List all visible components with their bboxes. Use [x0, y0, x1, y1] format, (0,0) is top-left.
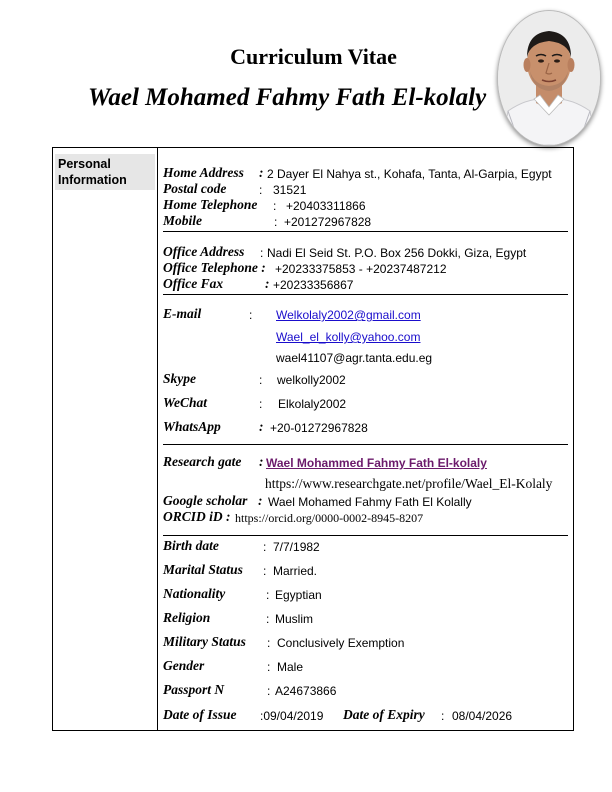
wechat-label: WeChat [163, 395, 208, 410]
skype-label: Skype [163, 371, 196, 386]
colon: : [258, 493, 263, 508]
colon: : [266, 588, 270, 602]
birth-date-label: Birth date [163, 538, 219, 553]
colon: : [267, 636, 271, 650]
religion-value: Muslim [275, 612, 313, 626]
home-address-value: 2 Dayer El Nahya st., Kohafa, Tanta, Al-Garpia, Egypt [267, 167, 552, 181]
colon: : [259, 454, 264, 469]
section-heading-personal: Personal Information [55, 154, 155, 190]
colon: : [259, 165, 264, 180]
column-divider [157, 148, 158, 730]
office-address-value: Nadi El Seid St. P.O. Box 256 Dokki, Giza, Egypt [267, 246, 527, 260]
email-label: E-mail [163, 306, 202, 321]
colon: : [260, 246, 264, 260]
date-of-expiry-label: Date of Expiry [343, 707, 425, 722]
research-gate-url: https://www.researchgate.net/profile/Wael_El-Kolaly [265, 476, 553, 491]
skype-value: welkolly2002 [277, 373, 346, 387]
colon: : [265, 276, 270, 291]
colon: : [441, 709, 445, 723]
separator [163, 294, 568, 295]
google-scholar-value: Wael Mohamed Fahmy Fath El Kolally [268, 495, 472, 509]
person-name: Wael Mohamed Fahmy Fath El-kolaly [88, 84, 487, 111]
religion-label: Religion [163, 610, 211, 625]
marital-status-label: Marital Status [163, 562, 243, 577]
passport-label: Passport N [163, 682, 225, 697]
nationality-label: Nationality [163, 586, 226, 601]
office-fax-value: +20233356867 [273, 278, 354, 292]
date-of-issue-label: Date of Issue [163, 707, 237, 722]
colon: : [259, 373, 263, 387]
gender-value: Male [277, 660, 304, 674]
profile-photo [497, 10, 601, 146]
military-status-label: Military Status [163, 634, 246, 649]
date-of-expiry-value: 08/04/2026 [452, 709, 513, 723]
mobile-value: +201272967828 [284, 215, 372, 229]
postal-code-value: 31521 [273, 183, 307, 197]
colon: : [263, 540, 267, 554]
office-telephone-value: +20233375853 - +20237487212 [275, 262, 447, 276]
marital-status-value: Married. [273, 564, 318, 578]
home-telephone-label: Home Telephone [163, 197, 258, 212]
office-telephone-label: Office Telephone : [163, 260, 266, 275]
separator [163, 231, 568, 232]
orcid-value: https://orcid.org/0000-0002-8945-8207 [235, 511, 424, 525]
colon: : [267, 684, 271, 698]
colon: : [266, 612, 270, 626]
orcid-label: ORCID iD : [163, 509, 231, 524]
personal-info-table [52, 147, 574, 731]
home-telephone-value: +20403311866 [286, 199, 366, 213]
email-link-gmail[interactable]: Welkolaly2002@gmail.com [276, 308, 421, 322]
birth-date-value: 7/7/1982 [273, 540, 320, 554]
whatsapp-value: +20-01272967828 [270, 421, 368, 435]
portrait-image [498, 11, 600, 145]
office-address-label: Office Address [163, 244, 245, 259]
colon: : [259, 419, 264, 434]
date-of-issue-value: :09/04/2019 [260, 709, 324, 723]
mobile-label: Mobile [163, 213, 202, 228]
nationality-value: Egyptian [275, 588, 322, 602]
email-link-yahoo[interactable]: Wael_el_kolly@yahoo.com [276, 330, 421, 344]
research-gate-label: Research gate [163, 454, 242, 469]
separator [163, 444, 568, 445]
colon: : [274, 215, 278, 229]
google-scholar-label: Google scholar [163, 493, 248, 508]
colon: : [267, 660, 271, 674]
home-address-label: Home Address [163, 165, 244, 180]
wechat-value: Elkolaly2002 [278, 397, 347, 411]
document-title: Curriculum Vitae [230, 44, 397, 69]
colon: : [259, 183, 263, 197]
office-fax-label: Office Fax [163, 276, 224, 291]
colon: : [263, 564, 267, 578]
colon: : [273, 199, 277, 213]
gender-label: Gender [163, 658, 205, 673]
research-gate-link[interactable]: Wael Mohammed Fahmy Fath El-kolaly [266, 456, 487, 470]
separator [163, 535, 568, 536]
colon: : [249, 308, 253, 322]
military-status-value: Conclusively Exemption [277, 636, 405, 650]
whatsapp-label: WhatsApp [163, 419, 221, 434]
postal-code-label: Postal code [163, 181, 227, 196]
colon: : [259, 397, 263, 411]
passport-value: A24673866 [275, 684, 337, 698]
email-university: wael41107@agr.tanta.edu.eg [276, 351, 433, 365]
